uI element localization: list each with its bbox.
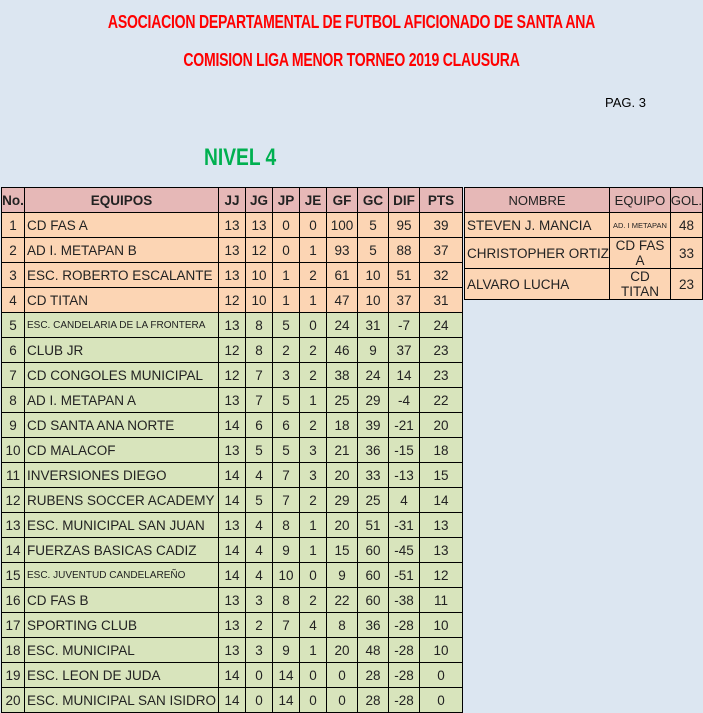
- table-cell: 6: [273, 413, 300, 438]
- team-name: ESC. CANDELARIA DE LA FRONTERA: [25, 313, 219, 338]
- player-name: STEVEN J. MANCIA: [465, 213, 610, 238]
- column-header: NOMBRE: [465, 188, 610, 213]
- team-name: CD CONGOLES MUNICIPAL: [25, 363, 219, 388]
- table-cell: 14: [389, 363, 420, 388]
- table-cell: 12: [2, 488, 25, 513]
- table-cell: 12: [219, 288, 246, 313]
- table-cell: 14: [219, 413, 246, 438]
- table-cell: 0: [420, 663, 463, 688]
- table-cell: 37: [420, 238, 463, 263]
- table-row: [2, 463, 463, 488]
- title-line-2: COMISION LIGA MENOR TORNEO 2019 CLAUSURA: [183, 50, 520, 70]
- table-cell: 13: [219, 263, 246, 288]
- table-cell: 13: [420, 513, 463, 538]
- table-cell: 38: [327, 363, 358, 388]
- table-cell: 10: [246, 263, 273, 288]
- standings-body: [2, 213, 463, 713]
- table-cell: 8: [273, 588, 300, 613]
- table-cell: 3: [300, 463, 327, 488]
- team-name: INVERSIONES DIEGO: [25, 463, 219, 488]
- table-cell: 3: [300, 438, 327, 463]
- table-cell: 13: [219, 388, 246, 413]
- scorers-body: [465, 213, 703, 300]
- team-name: CD SANTA ANA NORTE: [25, 413, 219, 438]
- table-cell: 11: [420, 588, 463, 613]
- table-cell: 23: [420, 338, 463, 363]
- table-cell: -28: [389, 663, 420, 688]
- team-name: ESC. MUNICIPAL: [25, 638, 219, 663]
- table-cell: 24: [327, 313, 358, 338]
- team-name: AD I. METAPAN B: [25, 238, 219, 263]
- table-cell: 5: [358, 213, 389, 238]
- table-cell: 8: [246, 313, 273, 338]
- table-cell: 13: [420, 538, 463, 563]
- team-name: ESC. MUNICIPAL SAN JUAN: [25, 513, 219, 538]
- table-cell: 29: [358, 388, 389, 413]
- table-cell: 2: [2, 238, 25, 263]
- table-cell: 23: [420, 363, 463, 388]
- team-name: AD I. METAPAN A: [25, 388, 219, 413]
- table-cell: 10: [246, 288, 273, 313]
- table-cell: 4: [389, 488, 420, 513]
- table-cell: 14: [219, 688, 246, 713]
- team-name: ESC. ROBERTO ESCALANTE: [25, 263, 219, 288]
- table-cell: 8: [273, 513, 300, 538]
- team-name: CLUB JR: [25, 338, 219, 363]
- team-name: CD FAS B: [25, 588, 219, 613]
- table-cell: 60: [358, 538, 389, 563]
- table-cell: 5: [246, 438, 273, 463]
- table-cell: 5: [358, 238, 389, 263]
- table-cell: 25: [358, 488, 389, 513]
- table-row: [2, 563, 463, 588]
- scorer-row: [465, 213, 703, 238]
- table-cell: 14: [420, 488, 463, 513]
- scorer-row: [465, 238, 703, 269]
- table-cell: -15: [389, 438, 420, 463]
- table-cell: 10: [420, 638, 463, 663]
- table-cell: 13: [2, 513, 25, 538]
- table-cell: 14: [273, 663, 300, 688]
- table-cell: 6: [246, 413, 273, 438]
- table-cell: -4: [389, 388, 420, 413]
- table-cell: 25: [327, 388, 358, 413]
- table-cell: 14: [219, 663, 246, 688]
- table-cell: 0: [327, 688, 358, 713]
- table-cell: 3: [2, 263, 25, 288]
- player-goals: 23: [670, 269, 702, 300]
- table-cell: 1: [300, 513, 327, 538]
- table-cell: 0: [300, 663, 327, 688]
- page-number: PAG. 3: [605, 95, 646, 110]
- table-cell: -31: [389, 513, 420, 538]
- table-cell: 13: [219, 513, 246, 538]
- column-header: GC: [358, 188, 389, 213]
- table-cell: 9: [273, 538, 300, 563]
- table-row: [2, 488, 463, 513]
- scorer-row: [465, 269, 703, 300]
- table-cell: -51: [389, 563, 420, 588]
- table-cell: 1: [300, 388, 327, 413]
- table-cell: 17: [2, 613, 25, 638]
- table-cell: 1: [300, 538, 327, 563]
- table-cell: -7: [389, 313, 420, 338]
- column-header: EQUIPOS: [25, 188, 219, 213]
- table-row: [2, 263, 463, 288]
- table-cell: 4: [246, 538, 273, 563]
- table-cell: -13: [389, 463, 420, 488]
- table-cell: 31: [358, 313, 389, 338]
- table-cell: 18: [420, 438, 463, 463]
- table-cell: 11: [2, 463, 25, 488]
- table-cell: 7: [273, 613, 300, 638]
- table-cell: 14: [2, 538, 25, 563]
- player-goals: 48: [670, 213, 702, 238]
- column-header: JJ: [219, 188, 246, 213]
- table-row: [2, 513, 463, 538]
- table-cell: 18: [327, 413, 358, 438]
- table-cell: 61: [327, 263, 358, 288]
- table-cell: 13: [246, 213, 273, 238]
- table-cell: 0: [246, 663, 273, 688]
- standings-table: [1, 187, 463, 713]
- table-cell: 7: [246, 388, 273, 413]
- table-cell: 2: [300, 488, 327, 513]
- player-name: CHRISTOPHER ORTIZ: [465, 238, 610, 269]
- table-cell: 2: [300, 263, 327, 288]
- table-cell: -28: [389, 688, 420, 713]
- table-cell: 51: [389, 263, 420, 288]
- table-cell: 13: [219, 313, 246, 338]
- table-cell: 5: [2, 313, 25, 338]
- column-header: JP: [273, 188, 300, 213]
- player-team: AD. I METAPAN: [610, 213, 671, 238]
- table-cell: 4: [2, 288, 25, 313]
- table-cell: 9: [327, 563, 358, 588]
- table-cell: 3: [273, 363, 300, 388]
- table-cell: 37: [389, 338, 420, 363]
- table-cell: 0: [273, 238, 300, 263]
- table-cell: 15: [2, 563, 25, 588]
- table-cell: 5: [273, 438, 300, 463]
- table-cell: 6: [2, 338, 25, 363]
- table-cell: 18: [2, 638, 25, 663]
- table-cell: 16: [2, 588, 25, 613]
- table-row: [2, 613, 463, 638]
- column-header: No.: [2, 188, 25, 213]
- table-cell: 12: [246, 238, 273, 263]
- table-cell: 20: [327, 463, 358, 488]
- title-line-1: ASOCIACION DEPARTAMENTAL DE FUTBOL AFICIONADO DE SANTA ANA: [107, 12, 596, 32]
- table-row: [2, 363, 463, 388]
- table-cell: 13: [219, 238, 246, 263]
- table-cell: 10: [273, 563, 300, 588]
- table-cell: 13: [219, 638, 246, 663]
- table-cell: 10: [358, 288, 389, 313]
- table-cell: 2: [300, 363, 327, 388]
- table-cell: 13: [219, 588, 246, 613]
- table-cell: 4: [246, 563, 273, 588]
- table-cell: 13: [219, 613, 246, 638]
- player-name: ALVARO LUCHA: [465, 269, 610, 300]
- table-row: [2, 338, 463, 363]
- column-header: GOL.: [670, 188, 702, 213]
- table-cell: 24: [358, 363, 389, 388]
- table-cell: 0: [300, 213, 327, 238]
- table-cell: 15: [420, 463, 463, 488]
- standings-header-row: [2, 188, 463, 213]
- table-cell: 2: [300, 413, 327, 438]
- table-cell: 15: [327, 538, 358, 563]
- table-cell: 31: [420, 288, 463, 313]
- table-cell: -21: [389, 413, 420, 438]
- team-name: CD FAS A: [25, 213, 219, 238]
- table-cell: 7: [246, 363, 273, 388]
- table-cell: 19: [2, 663, 25, 688]
- table-cell: 21: [327, 438, 358, 463]
- table-cell: 0: [246, 688, 273, 713]
- table-cell: -28: [389, 638, 420, 663]
- table-cell: 20: [327, 638, 358, 663]
- table-row: [2, 238, 463, 263]
- team-name: FUERZAS BASICAS CADIZ: [25, 538, 219, 563]
- table-cell: 33: [358, 463, 389, 488]
- table-cell: 7: [273, 463, 300, 488]
- table-cell: 1: [300, 638, 327, 663]
- table-row: [2, 288, 463, 313]
- table-cell: 1: [2, 213, 25, 238]
- table-row: [2, 663, 463, 688]
- table-cell: 24: [420, 313, 463, 338]
- table-cell: 14: [273, 688, 300, 713]
- table-cell: 3: [246, 588, 273, 613]
- table-cell: 5: [273, 388, 300, 413]
- table-cell: 8: [2, 388, 25, 413]
- table-cell: 22: [327, 588, 358, 613]
- table-cell: 0: [273, 213, 300, 238]
- table-cell: 14: [219, 538, 246, 563]
- table-cell: 12: [219, 338, 246, 363]
- table-row: [2, 413, 463, 438]
- table-cell: 1: [273, 263, 300, 288]
- table-cell: 5: [273, 313, 300, 338]
- table-cell: 20: [2, 688, 25, 713]
- table-cell: 0: [300, 313, 327, 338]
- table-cell: 4: [246, 463, 273, 488]
- level-title: NIVEL 4: [204, 144, 277, 171]
- table-cell: 0: [300, 688, 327, 713]
- table-cell: 2: [300, 588, 327, 613]
- table-row: [2, 538, 463, 563]
- table-cell: 29: [327, 488, 358, 513]
- table-cell: 9: [358, 338, 389, 363]
- table-cell: 1: [273, 288, 300, 313]
- table-cell: 10: [2, 438, 25, 463]
- team-name: CD MALACOF: [25, 438, 219, 463]
- table-cell: 2: [246, 613, 273, 638]
- table-row: [2, 388, 463, 413]
- column-header: GF: [327, 188, 358, 213]
- table-cell: 47: [327, 288, 358, 313]
- table-cell: 8: [327, 613, 358, 638]
- column-header: JG: [246, 188, 273, 213]
- table-cell: -38: [389, 588, 420, 613]
- table-cell: 12: [219, 363, 246, 388]
- table-cell: 37: [389, 288, 420, 313]
- table-cell: 14: [219, 488, 246, 513]
- table-cell: 8: [246, 338, 273, 363]
- team-name: CD TITAN: [25, 288, 219, 313]
- table-cell: 1: [300, 238, 327, 263]
- table-cell: 60: [358, 563, 389, 588]
- column-header: JE: [300, 188, 327, 213]
- table-cell: 7: [273, 488, 300, 513]
- table-cell: 0: [300, 563, 327, 588]
- scorers-table: [464, 187, 703, 300]
- table-row: [2, 638, 463, 663]
- table-cell: 7: [2, 363, 25, 388]
- table-cell: -45: [389, 538, 420, 563]
- team-name: ESC. JUVENTUD CANDELAREÑO: [25, 563, 219, 588]
- table-cell: 51: [358, 513, 389, 538]
- table-cell: 22: [420, 388, 463, 413]
- table-cell: 10: [358, 263, 389, 288]
- table-cell: 10: [420, 613, 463, 638]
- column-header: DIF: [389, 188, 420, 213]
- table-cell: 60: [358, 588, 389, 613]
- table-cell: 3: [246, 638, 273, 663]
- table-cell: 46: [327, 338, 358, 363]
- table-row: [2, 213, 463, 238]
- table-cell: 4: [246, 513, 273, 538]
- table-cell: -28: [389, 613, 420, 638]
- table-cell: 1: [300, 288, 327, 313]
- player-team: CD FAS A: [610, 238, 671, 269]
- table-cell: 13: [219, 213, 246, 238]
- table-row: [2, 688, 463, 713]
- table-cell: 20: [327, 513, 358, 538]
- table-cell: 28: [358, 688, 389, 713]
- scorers-header-row: [465, 188, 703, 213]
- table-cell: 14: [219, 563, 246, 588]
- table-cell: 28: [358, 663, 389, 688]
- table-cell: 12: [420, 563, 463, 588]
- team-name: SPORTING CLUB: [25, 613, 219, 638]
- table-cell: 4: [300, 613, 327, 638]
- table-row: [2, 438, 463, 463]
- table-cell: 5: [246, 488, 273, 513]
- table-cell: 39: [420, 213, 463, 238]
- table-cell: 2: [273, 338, 300, 363]
- column-header: PTS: [420, 188, 463, 213]
- table-cell: 93: [327, 238, 358, 263]
- table-cell: 2: [300, 338, 327, 363]
- team-name: RUBENS SOCCER ACADEMY: [25, 488, 219, 513]
- column-header: EQUIPO: [610, 188, 671, 213]
- team-name: ESC. MUNICIPAL SAN ISIDRO: [25, 688, 219, 713]
- table-cell: 0: [420, 688, 463, 713]
- table-cell: 13: [219, 438, 246, 463]
- table-cell: 88: [389, 238, 420, 263]
- team-name: ESC. LEON DE JUDA: [25, 663, 219, 688]
- table-cell: 32: [420, 263, 463, 288]
- table-row: [2, 313, 463, 338]
- player-goals: 33: [670, 238, 702, 269]
- player-team: CD TITAN: [610, 269, 671, 300]
- table-row: [2, 588, 463, 613]
- table-cell: 20: [420, 413, 463, 438]
- table-cell: 39: [358, 413, 389, 438]
- table-cell: 14: [219, 463, 246, 488]
- table-cell: 36: [358, 438, 389, 463]
- table-cell: 9: [2, 413, 25, 438]
- table-cell: 9: [273, 638, 300, 663]
- table-cell: 100: [327, 213, 358, 238]
- table-cell: 0: [327, 663, 358, 688]
- table-cell: 95: [389, 213, 420, 238]
- table-cell: 48: [358, 638, 389, 663]
- table-cell: 36: [358, 613, 389, 638]
